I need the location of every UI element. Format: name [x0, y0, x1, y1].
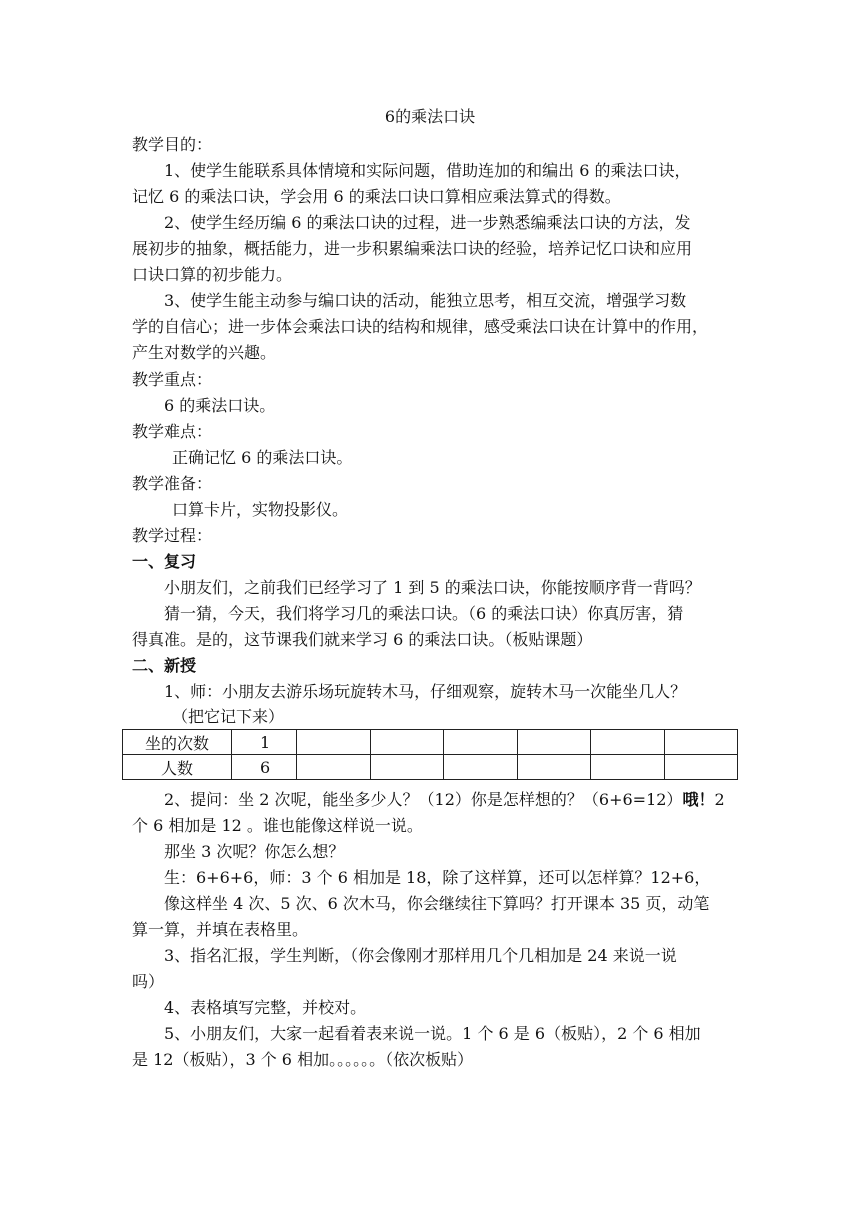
goal-1-line-2: 记忆 6 的乘法口诀，学会用 6 的乘法口诀口算相应乘法算式的得数。 — [132, 187, 621, 206]
new-item-2-tail: 2 — [714, 790, 725, 809]
preparation-heading: 教学准备： — [132, 474, 213, 493]
goal-3-line-2: 学的自信心；进一步体会乘法口诀的结构和规律，感受乘法口诀在计算中的作用， — [132, 317, 709, 336]
table-cell-value: 1 — [232, 730, 297, 755]
new-item-5-line-1: 5、小朋友们，大家一起看着表来说一说。1 个 6 是 6（板贴），2 个 6 相加 — [164, 1024, 701, 1043]
new-item-2-line-5: 像这样坐 4 次、5 次、6 次木马，你会继续往下算吗？打开课本 35 页，动笔 — [164, 894, 710, 913]
table-cell-label: 坐的次数 — [123, 730, 232, 755]
table-cell-empty — [444, 730, 518, 755]
table-cell-empty — [444, 755, 518, 780]
difficulty-heading: 教学难点： — [132, 422, 213, 441]
review-paragraph-2-line-1: 猜一猜，今天，我们将学习几的乘法口诀。（6 的乘法口诀）你真厉害，猜 — [164, 604, 684, 623]
new-item-5-line-2: 是 12（板贴），3 个 6 相加。。。。。。（依次板贴） — [132, 1050, 474, 1069]
key-point-text: 6 的乘法口诀。 — [164, 396, 276, 415]
table-cell-empty — [664, 755, 738, 780]
new-item-3-line-2: 吗） — [132, 972, 165, 991]
table-cell-label: 人数 — [123, 755, 232, 780]
count-table — [122, 729, 738, 780]
table-cell-empty — [517, 755, 591, 780]
review-paragraph-1: 小朋友们，之前我们已经学习了 1 到 5 的乘法口诀，你能按顺序背一背吗？ — [164, 578, 701, 597]
new-item-1-line-2: （把它记下来） — [172, 707, 285, 726]
exclamation: 哦！ — [682, 790, 715, 809]
table-row — [123, 730, 738, 755]
table-cell-empty — [370, 755, 444, 780]
table-cell-empty — [297, 755, 371, 780]
new-lesson-heading: 二、新授 — [132, 656, 197, 675]
table-cell-empty — [591, 730, 665, 755]
goal-2-line-1: 2、使学生经历编 6 的乘法口诀的过程，进一步熟悉编乘法口诀的方法，发 — [164, 213, 691, 232]
goal-2-line-2: 展初步的抽象，概括能力，进一步积累编乘法口诀的经验，培养记忆口诀和应用 — [132, 239, 693, 258]
new-item-2-line-6: 算一算，并填在表格里。 — [132, 920, 309, 939]
new-item-2-line-4: 生：6+6+6，师：3 个 6 相加是 18，除了这样算，还可以怎样算？12+6， — [164, 868, 711, 887]
new-item-2-line-2: 个 6 相加是 12 。谁也能像这样说一说。 — [132, 816, 423, 835]
goal-1-line-1: 1、使学生能联系具体情境和实际问题，借助连加的和编出 6 的乘法口诀， — [164, 161, 691, 180]
preparation-text: 口算卡片，实物投影仪。 — [172, 500, 349, 519]
goals-heading: 教学目的： — [132, 135, 213, 154]
key-point-heading: 教学重点： — [132, 370, 213, 389]
goal-3-line-1: 3、使学生能主动参与编口诀的活动，能独立思考，相互交流，增强学习数 — [164, 291, 687, 310]
goal-2-line-3: 口诀口算的初步能力。 — [132, 265, 293, 284]
table-row — [123, 755, 738, 780]
table-cell-empty — [297, 730, 371, 755]
table-cell-empty — [517, 730, 591, 755]
difficulty-text: 正确记忆 6 的乘法口诀。 — [172, 448, 353, 467]
table-cell-empty — [664, 730, 738, 755]
new-item-2-text: 2、提问：坐 2 次呢，能坐多少人？（12）你是怎样想的？（6+6=12） — [164, 790, 683, 809]
new-item-3-line-1: 3、指名汇报，学生判断，（你会像刚才那样用几个几相加是 24 来说一说 — [164, 946, 677, 965]
table-cell-value: 6 — [232, 755, 297, 780]
table-cell-empty — [591, 755, 665, 780]
review-paragraph-2-line-2: 得真准。是的，这节课我们就来学习 6 的乘法口诀。（板贴课题） — [132, 630, 593, 649]
new-item-1-line-1: 1、师：小朋友去游乐场玩旋转木马，仔细观察，旋转木马一次能坐几人？ — [164, 682, 687, 701]
review-heading: 一、复习 — [132, 552, 197, 571]
goal-3-line-3: 产生对数学的兴趣。 — [132, 343, 277, 362]
new-item-4: 4、表格填写完整，并校对。 — [164, 998, 367, 1017]
process-heading: 教学过程： — [132, 526, 213, 545]
document-title: 6的乘法口诀 — [384, 107, 476, 126]
new-item-2-line-1 — [164, 790, 774, 810]
table-cell-empty — [370, 730, 444, 755]
new-item-2-line-3: 那坐 3 次呢？你怎么想？ — [164, 842, 345, 861]
